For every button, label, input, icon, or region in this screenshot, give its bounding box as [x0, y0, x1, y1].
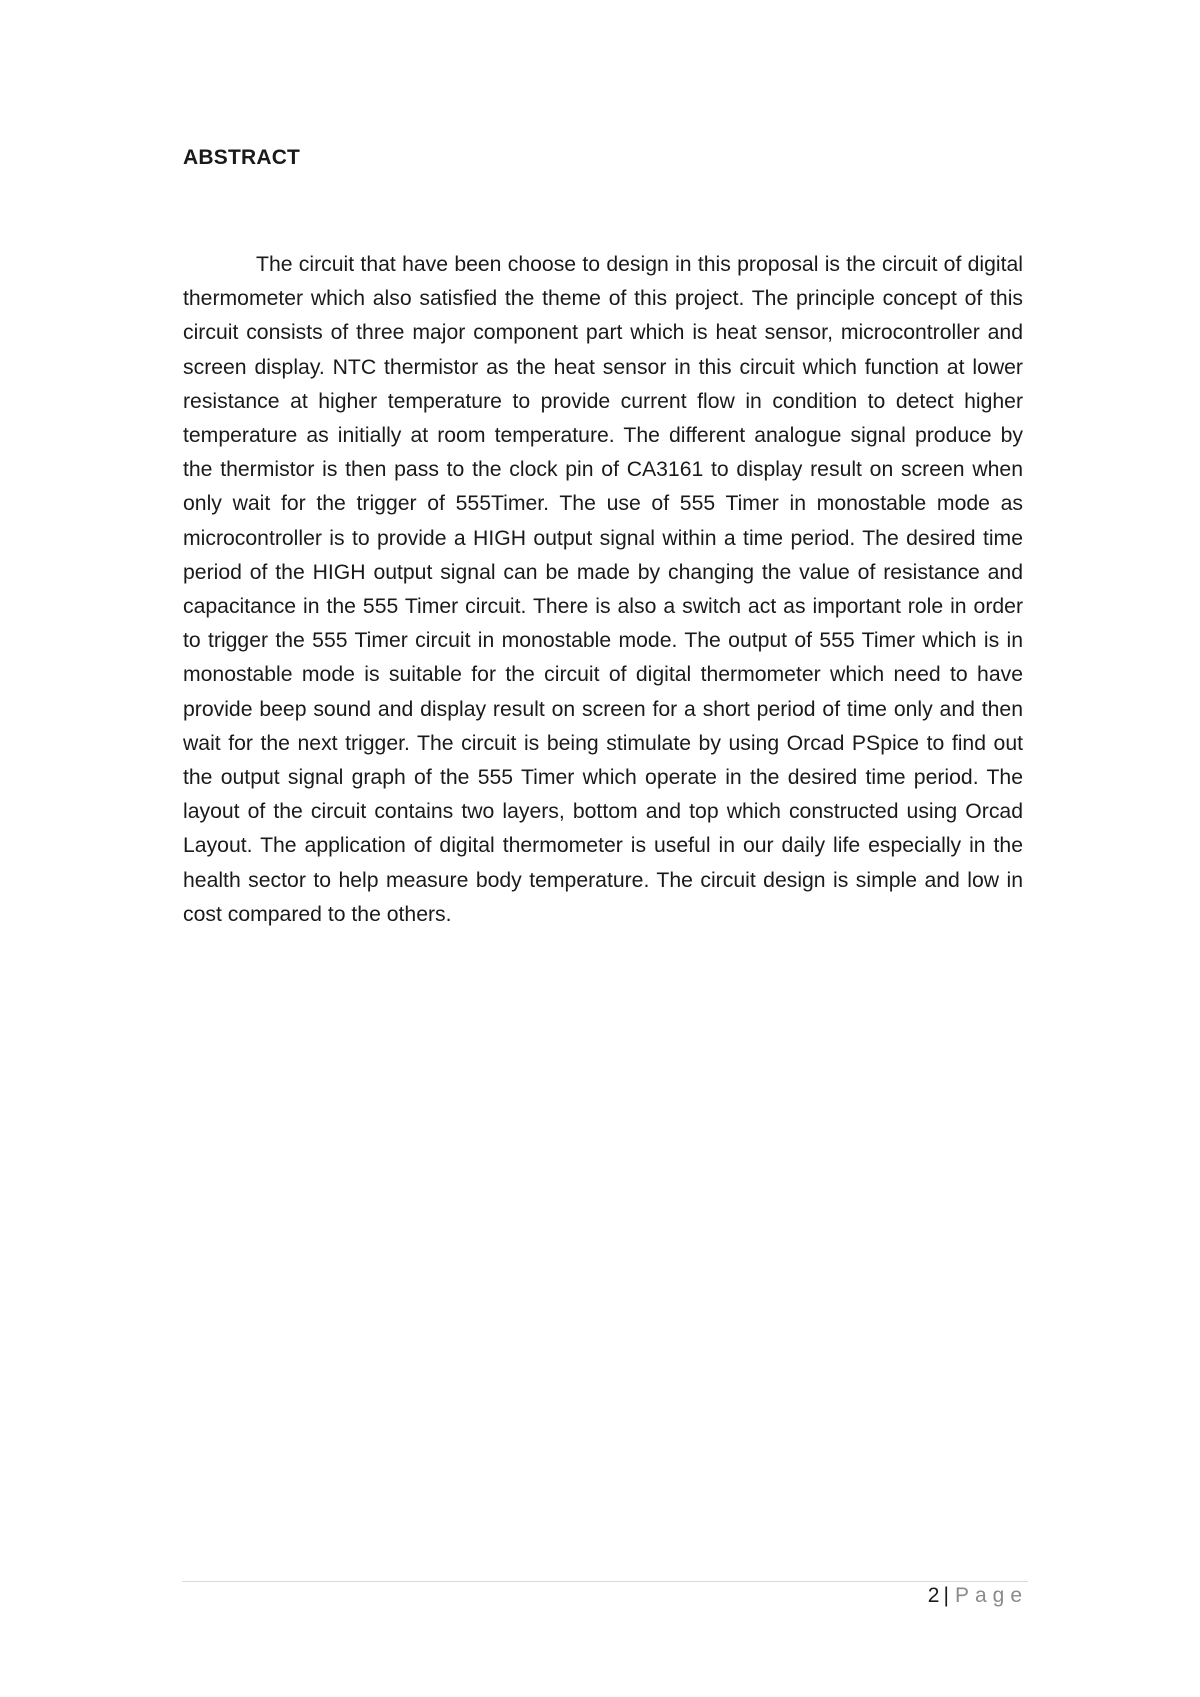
page-number: 2	[927, 1584, 940, 1607]
abstract-heading: ABSTRACT	[183, 146, 301, 169]
page-separator: |	[943, 1584, 949, 1607]
abstract-paragraph: The circuit that have been choose to design in this proposal is the circuit of digital thermometer which also satisfied the theme of this project. The principle concept of this circuit consists of three major component part which is heat sensor, microcontroller and screen display. NTC thermistor as the heat sensor in this circuit which function at lower resistance at higher temperature to provide current flow in condition to detect higher temperature as initially at room temperature. The different analogue signal produce by the thermistor is then pass to the clock pin of CA3161 to display result on screen when only wait for the trigger of 555Timer. The use of 555 Timer in monostable mode as microcontroller is to provide a HIGH output signal within a time period. The desired time period of the HIGH output signal can be made by changing the value of resistance and capacitance in the 555 Timer circuit. There is also a switch act as important role in order to trigger the 555 Timer circuit in monostable mode. The output of 555 Timer which is in monostable mode is suitable for the circuit of digital thermometer which need to have provide beep sound and display result on screen for a short period of time only and then wait for the next trigger. The circuit is being stimulate by using Orcad PSpice to find out the output signal graph of the 555 Timer which operate in the desired time period. The layout of the circuit contains two layers, bottom and top which constructed using Orcad Layout. The application of digital thermometer is useful in our daily life especially in the health sector to help measure body temperature. The circuit design is simple and low in cost compared to the others.	[183, 253, 1023, 926]
page-footer	[928, 1584, 1028, 1608]
page-label: Page	[954, 1584, 1028, 1607]
footer-divider	[182, 1581, 1028, 1582]
